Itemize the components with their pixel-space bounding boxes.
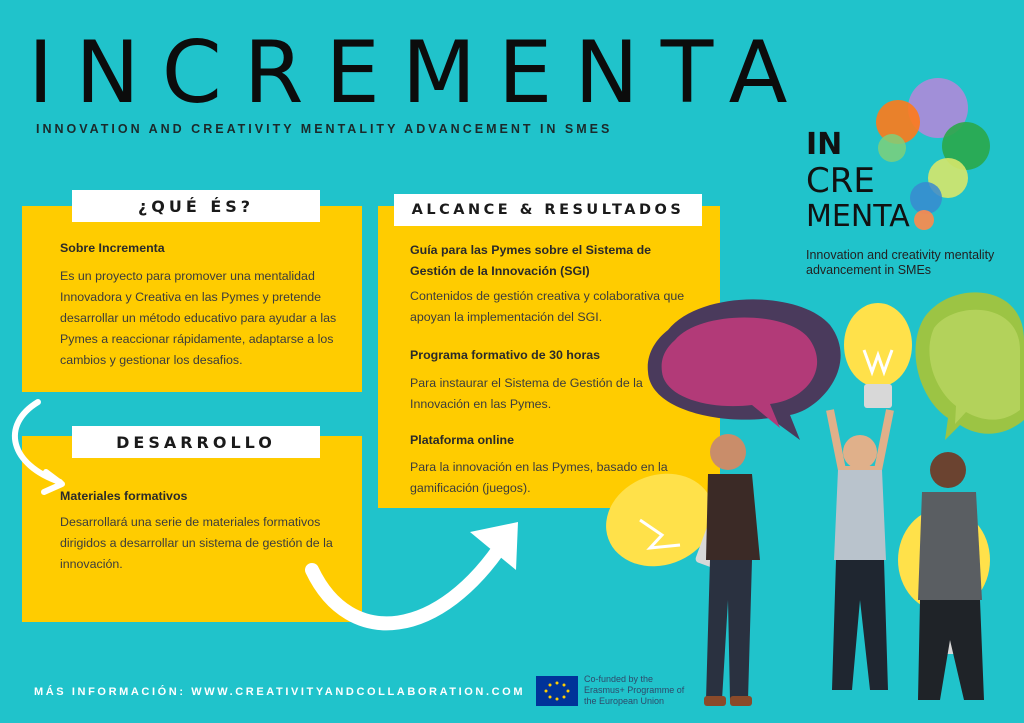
- person-middle-icon: [830, 410, 890, 690]
- alcance-tab: ALCANCE & RESULTADOS: [394, 194, 702, 226]
- page-subtitle: INNOVATION AND CREATIVITY MENTALITY ADVANCEMENT IN SMES: [36, 122, 613, 136]
- colaboracion-bubble: [648, 299, 841, 440]
- eu-stars-icon: [545, 682, 570, 701]
- logo-line-menta: MENTA: [806, 199, 910, 234]
- logo-tagline: Innovation and creativity mentality advancement in SMEs: [806, 248, 995, 277]
- curved-arrow-icon: [15, 402, 62, 492]
- que-es-text: Es un proyecto para promover una mentalidad Innovadora y Creativa en las Pymes y pretende desarrollar un método educativo para ayudar a las Pymes a reaccionar rápidamente, adaptarse a los cambios y gestionar los desafios.: [60, 269, 337, 367]
- alcance-item-heading: Plataforma online: [410, 433, 514, 447]
- eu-cofunded-text: Co-funded by the Erasmus+ Programme of the European Union: [584, 674, 685, 706]
- logo-line-cre: CRE: [806, 161, 875, 201]
- lightbulb-icon: [844, 303, 912, 408]
- que-es-tab: ¿QUÉ ÉS?: [72, 190, 320, 222]
- alcance-item-text: Para instaurar el Sistema de Gestión de la Innovación en las Pymes.: [410, 376, 643, 411]
- more-info-link[interactable]: MÁS INFORMACIÓN: WWW.CREATIVITYANDCOLLABORATION.COM: [34, 686, 526, 698]
- desarrollo-heading: Materiales formativos: [60, 489, 188, 503]
- person-right-icon: [918, 452, 984, 700]
- sweep-arrow-icon: [312, 522, 518, 623]
- alcance-item-text: Contenidos de gestión creativa y colaborativa que apoyan la implementación del SGI.: [410, 289, 685, 324]
- creatividad-bubble: [916, 292, 1024, 440]
- desarrollo-tab: DESARROLLO: [72, 426, 320, 458]
- alcance-item-heading: Guía para las Pymes sobre el Sistema de Gestión de la Innovación (SGI): [410, 243, 652, 278]
- page-title: INCREMENTA: [28, 23, 810, 123]
- person-left-icon: [704, 434, 760, 706]
- desarrollo-text: Desarrollará una serie de materiales formativos dirigidos a desarrollar un sistema de gestión de la innovación.: [60, 515, 333, 571]
- logo-line-in: IN: [806, 127, 843, 162]
- logo-circles-icon: [876, 78, 990, 230]
- que-es-heading: Sobre Incrementa: [60, 241, 165, 255]
- alcance-item-text: Para la innovación en las Pymes, basado en la gamificación (juegos).: [410, 460, 668, 495]
- alcance-item-heading: Programa formativo de 30 horas: [410, 348, 601, 362]
